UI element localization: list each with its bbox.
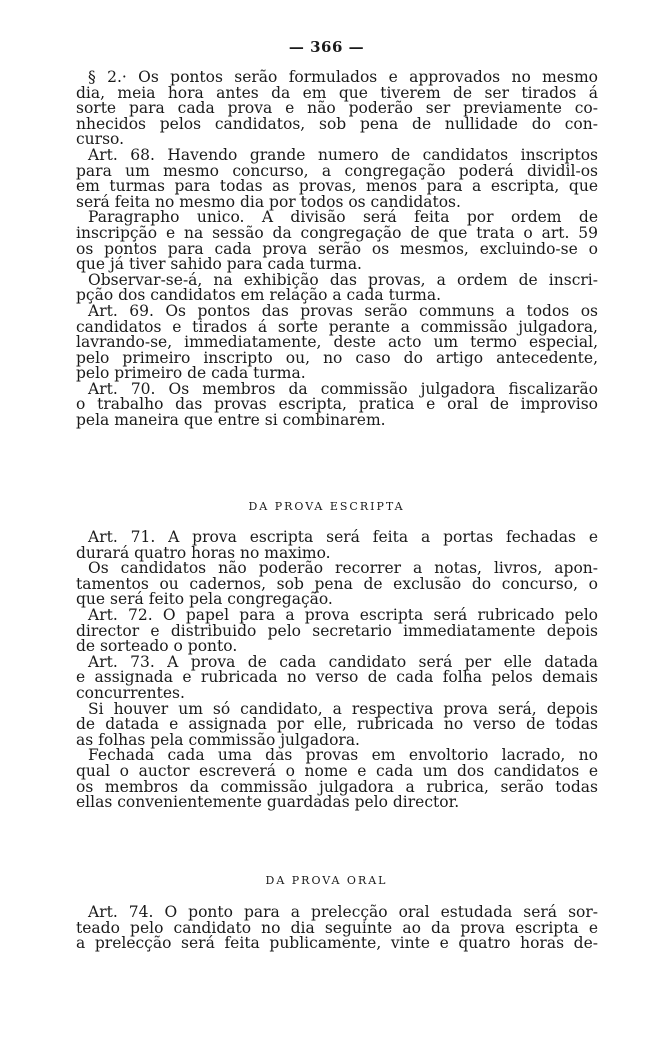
text-line: para um mesmo concurso, a congregação poderá dividil-os bbox=[76, 161, 598, 180]
section-heading-prova-oral: DA PROVA ORAL bbox=[265, 874, 388, 887]
text-line: em turmas para todas as provas, menos para a escripta, que bbox=[76, 177, 598, 196]
text-line: pção dos candidatos em relação a cada turma. bbox=[76, 286, 442, 305]
text-line: será feita no mesmo dia por todos os candidatos. bbox=[76, 192, 461, 211]
text-line: que já tiver sahido para cada turma. bbox=[76, 255, 362, 274]
text-line: Art. 71. A prova escripta será feita a portas fechadas e bbox=[88, 528, 598, 546]
text-line: Art. 70. Os membros da commissão julgadora fiscalizarão bbox=[88, 379, 598, 398]
text-line: candidatos e tirados á sorte perante a commissão julgadora, bbox=[76, 317, 598, 336]
section-heading-prova-escripta: DA PROVA ESCRIPTA bbox=[248, 500, 405, 513]
text-line: Art. 74. O ponto para a prelecção oral estudada será sor- bbox=[88, 903, 598, 921]
text-line: pelo primeiro de cada turma. bbox=[76, 364, 306, 383]
text-line: inscripção e na sessão da congregação de que trata o art. 59 bbox=[76, 223, 598, 242]
text-line: ellas convenientemente guardadas pelo director. bbox=[76, 793, 460, 812]
text-line: o trabalho das provas escripta, pratica e oral de improviso bbox=[76, 395, 598, 414]
text-line: durará quatro horas no maximo. bbox=[76, 543, 331, 562]
text-line: tamentos ou cadernos, sob pena de exclusão do concurso, o bbox=[76, 574, 598, 593]
text-line: Art. 72. O papel para a prova escripta será rubricado pelo bbox=[88, 605, 598, 624]
text-line: pelo primeiro inscripto ou, no caso do artigo antecedente, bbox=[76, 348, 598, 367]
text-line: e assignada e rubricada no verso de cada folha pelos demais bbox=[76, 668, 598, 687]
text-line: de sorteado o ponto. bbox=[76, 637, 238, 656]
text-line: qual o auctor escreverá o nome e cada um dos candidatos e bbox=[76, 761, 598, 780]
text-line: teado pelo candidato no dia seguinte ao da prova escripta e bbox=[76, 918, 598, 937]
text-line: § 2.· Os pontos serão formulados e approvados no mesmo bbox=[88, 68, 598, 86]
text-line: director e distribuido pelo secretario immediatamente depois bbox=[76, 621, 598, 640]
text-line: os pontos para cada prova serão os mesmos, excluindo-se o bbox=[76, 239, 598, 258]
text-line: Paragrapho unico. A divisão será feita por ordem de bbox=[88, 208, 598, 227]
text-block-article-74 bbox=[76, 905, 598, 952]
text-line: Fechada cada uma das provas em envoltorio lacrado, no bbox=[88, 746, 598, 765]
text-line: Art. 68. Havendo grande numero de candidatos inscriptos bbox=[88, 145, 598, 164]
text-line: que será feito pela congregação. bbox=[76, 590, 333, 609]
text-line: Observar-se-á, na exhibição das provas, a ordem de inscri- bbox=[88, 270, 598, 289]
text-line: a prelecção será feita publicamente, vinte e quatro horas de- bbox=[76, 934, 598, 953]
text-line: Si houver um só candidato, a respectiva prova será, depois bbox=[88, 699, 598, 718]
text-line: os membros da commissão julgadora a rubrica, serão todas bbox=[76, 777, 598, 796]
text-line: curso. bbox=[76, 130, 125, 149]
text-block-articles-71-73 bbox=[76, 530, 598, 811]
text-line: lavrando-se, immediatamente, deste acto um termo especial, bbox=[76, 333, 598, 352]
text-line: as folhas pela commissão julgadora. bbox=[76, 730, 360, 749]
text-line: de datada e assignada por elle, rubricada no verso de todas bbox=[76, 715, 598, 734]
text-line: pela maneira que entre si combinarem. bbox=[76, 411, 386, 430]
text-line: dia, meia hora antes da em que tiverem de ser tirados á bbox=[76, 83, 598, 102]
text-block-articles-68-70 bbox=[76, 70, 598, 429]
text-line: Os candidatos não poderão recorrer a notas, livros, apon- bbox=[88, 559, 598, 578]
text-line: concurrentes. bbox=[76, 683, 185, 702]
text-line: Art. 73. A prova de cada candidato será per elle datada bbox=[88, 652, 598, 671]
text-line: Art. 69. Os pontos das provas serão communs a todos os bbox=[88, 301, 598, 320]
page-number: — 366 — bbox=[288, 38, 365, 56]
text-line: sorte para cada prova e não poderão ser previamente co- bbox=[76, 99, 598, 118]
text-line: nhecidos pelos candidatos, sob pena de nullidade do con- bbox=[76, 114, 598, 133]
